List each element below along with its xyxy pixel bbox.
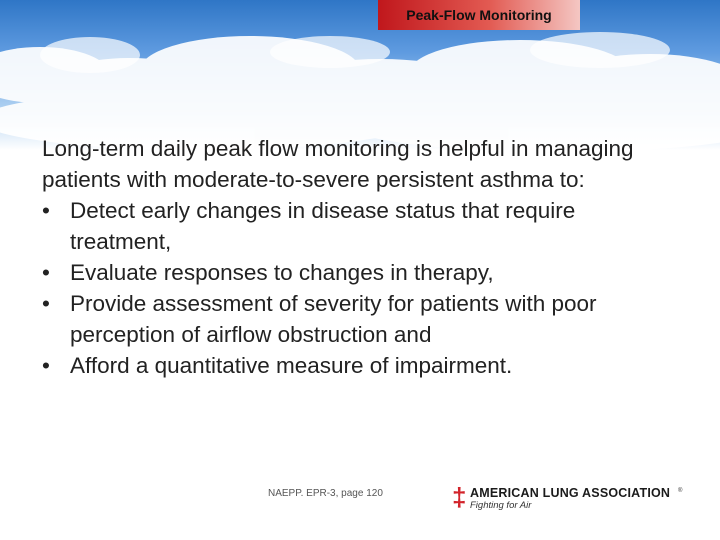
logo-name: AMERICAN LUNG ASSOCIATION: [470, 486, 671, 500]
bullet-icon: •: [42, 291, 50, 316]
list-item: [42, 195, 682, 257]
double-cross-icon: ‡: [452, 482, 467, 512]
intro-paragraph: Long-term daily peak flow monitoring is helpful in managing patients with moderate-to-severe persistent asthma to:: [42, 136, 634, 192]
bullet-text: Evaluate responses to changes in therapy,: [70, 260, 494, 285]
logo-tagline: Fighting for Air: [470, 500, 532, 511]
registered-mark: ®: [678, 488, 683, 494]
citation: NAEPP. EPR-3, page 120: [268, 488, 383, 499]
bullet-icon: •: [42, 353, 50, 378]
list-item: [42, 257, 682, 288]
list-item: [42, 288, 682, 350]
bullet-text: Afford a quantitative measure of impairment.: [70, 353, 513, 378]
bullet-text: Detect early changes in disease status that require treatment,: [70, 198, 576, 254]
bullet-list: [42, 195, 682, 381]
american-lung-association-logo: [452, 484, 692, 514]
bullet-icon: •: [42, 260, 50, 285]
slide-title-band: [378, 0, 580, 30]
bullet-text: Provide assessment of severity for patients with poor perception of airflow obstruction and: [70, 291, 597, 347]
sky-cloud-banner: [0, 0, 720, 150]
slide-title: Peak-Flow Monitoring: [406, 7, 552, 23]
list-item: [42, 350, 682, 381]
clouds-illustration: [0, 0, 720, 150]
slide-body: [42, 133, 682, 381]
bullet-icon: •: [42, 198, 50, 223]
